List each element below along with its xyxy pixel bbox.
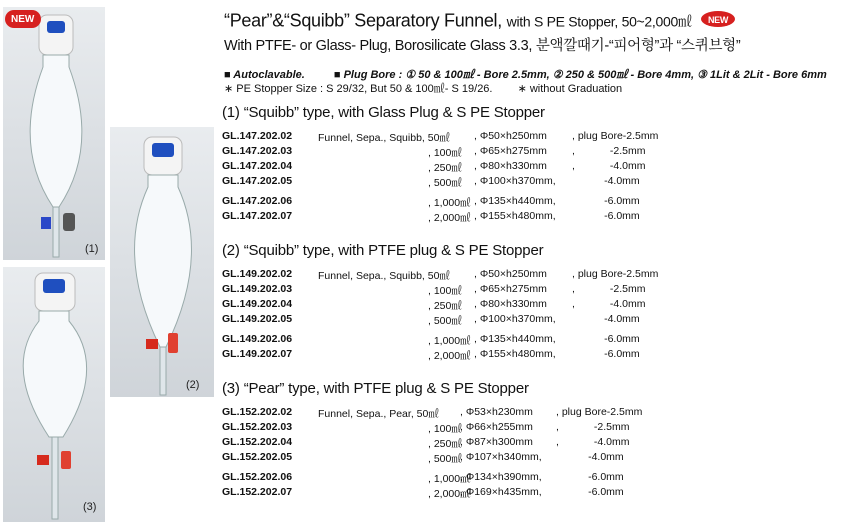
cell-code: GL.152.202.06 [222,471,293,483]
cell-code: GL.147.202.05 [222,175,293,187]
cell-desc: , 1,000㎖ [428,335,471,347]
cell-code: GL.149.202.04 [222,298,293,310]
cell-bore: -6.0mm [572,195,640,207]
table-row [222,268,860,282]
cell-code: GL.149.202.03 [222,283,293,295]
cell-bore: , -4.0mm [572,160,646,172]
cell-desc: , 500㎖ [428,177,462,189]
funnel-illustration-2 [110,127,214,397]
table-row [222,210,860,224]
cell-bore: -6.0mm [572,348,640,360]
cell-code: GL.147.202.07 [222,210,293,222]
cell-dim: , Φ100×h370mm, [474,313,556,325]
table-row [222,471,860,485]
page-subtitle: With PTFE- or Glass- Plug, Borosilicate Glass 3.3, 분액깔때기-“피어형”과 “스퀴브형” [224,38,741,54]
table-row [222,486,860,500]
cell-desc: , 250㎖ [428,438,462,450]
table-row [222,313,860,327]
cell-bore: -6.0mm [556,486,624,498]
cell-dim: , Φ155×h480mm, [474,210,556,222]
cell-desc: , 2,000㎖ [428,212,471,224]
cell-bore: -4.0mm [572,175,640,187]
cell-bore: -6.0mm [572,333,640,345]
section-heading-2: (2) “Squibb” type, with PTFE plug & S PE Stopper [222,242,544,259]
cell-bore: -4.0mm [556,451,624,463]
cell-dim: , Φ50×h250mm [474,130,547,142]
cell-dim: , Φ107×h340mm, [460,451,542,463]
cell-code: GL.149.202.05 [222,313,293,325]
table-row [222,406,860,420]
cell-dim: , Φ134×h390mm, [460,471,542,483]
cell-desc: , 2,000㎖ [428,350,471,362]
table-row [222,436,860,450]
photo-label-2: (2) [186,379,200,391]
cell-dim: , Φ135×h440mm, [474,195,556,207]
cell-dim: , Φ80×h330mm [474,160,547,172]
cell-bore: , -2.5mm [572,145,646,157]
cell-dim: , Φ65×h275mm [474,145,547,157]
cell-desc: , 250㎖ [428,300,462,312]
title-tail: with S PE Stopper, 50~2,000㎖ [506,13,692,30]
cell-desc: , 100㎖ [428,285,462,297]
table-row [222,195,860,209]
svg-text:NEW: NEW [708,15,729,25]
cell-code: GL.152.202.05 [222,451,293,463]
cell-desc: Funnel, Sepa., Squibb, 50㎖ [318,270,450,282]
cell-dim: , Φ87×h300mm [460,436,533,448]
cell-dim: , Φ155×h480mm, [474,348,556,360]
table-row [222,333,860,347]
cell-code: GL.152.202.04 [222,436,293,448]
table-row [222,298,860,312]
table-row [222,451,860,465]
photo-squibb-ptfe-plug [110,127,214,397]
cell-code: GL.149.202.06 [222,333,293,345]
cell-code: GL.149.202.02 [222,268,293,280]
note-autoclavable: ■ Autoclavable. [224,69,305,81]
photo-label-3: (3) [83,501,97,513]
funnel-illustration-3 [3,267,105,522]
cell-code: GL.147.202.02 [222,130,293,142]
cell-bore: , plug Bore-2.5mm [556,406,643,418]
cell-desc: Funnel, Sepa., Pear, 50㎖ [318,408,439,420]
cell-dim: , Φ65×h275mm [474,283,547,295]
cell-desc: , 250㎖ [428,162,462,174]
note-graduation: ∗ without Graduation [517,83,623,95]
cell-desc: , 1,000㎖ [428,473,471,485]
cell-dim: , Φ66×h255mm [460,421,533,433]
cell-desc: , 2,000㎖ [428,488,471,500]
new-badge-text: NEW [11,14,35,25]
cell-desc: , 500㎖ [428,315,462,327]
table-row [222,160,860,174]
note-plug-bore: ■ Plug Bore : ① 50 & 100㎖ - Bore 2.5mm, ② 250 & 500㎖ - Bore 4mm, ③ 1Lit & 2Lit - Bore 6mm [333,69,827,81]
photo-pear-ptfe-plug [3,267,105,522]
cell-dim: , Φ80×h330mm [474,298,547,310]
cell-code: GL.152.202.03 [222,421,293,433]
new-badge-icon [700,10,736,33]
notes-line-2 [224,80,622,96]
cell-desc: , 100㎖ [428,147,462,159]
cell-code: GL.152.202.02 [222,406,293,418]
cell-bore: , -2.5mm [572,283,646,295]
table-row [222,145,860,159]
cell-desc: , 500㎖ [428,453,462,465]
photo-label-1: (1) [85,243,99,255]
cell-code: GL.152.202.07 [222,486,293,498]
cell-dim: , Φ53×h230mm [460,406,533,418]
cell-bore: , -4.0mm [556,436,630,448]
title-main: “Pear”&“Squibb” Separatory Funnel, [224,10,502,31]
table-row [222,348,860,362]
product-photos [0,0,215,532]
photo-squibb-glass-plug [3,7,105,260]
cell-desc: Funnel, Sepa., Squibb, 50㎖ [318,132,450,144]
cell-code: GL.147.202.03 [222,145,293,157]
cell-bore: , plug Bore-2.5mm [572,130,659,142]
table-row [222,421,860,435]
cell-bore: -6.0mm [556,471,624,483]
note-stopper-size: ∗ PE Stopper Size : S 29/32, But 50 & 100㎖- S 19/26. [224,83,493,95]
cell-code: GL.147.202.04 [222,160,293,172]
cell-code: GL.147.202.06 [222,195,293,207]
page-title [224,10,736,33]
section-heading-3: (3) “Pear” type, with PTFE plug & S PE Stopper [222,380,529,397]
cell-bore: , plug Bore-2.5mm [572,268,659,280]
cell-bore: , -4.0mm [572,298,646,310]
cell-dim: , Φ100×h370mm, [474,175,556,187]
table-row [222,175,860,189]
funnel-illustration-1 [3,7,105,260]
cell-code: GL.149.202.07 [222,348,293,360]
table-row [222,283,860,297]
cell-desc: , 1,000㎖ [428,197,471,209]
table-row [222,130,860,144]
cell-dim: , Φ169×h435mm, [460,486,542,498]
cell-desc: , 100㎖ [428,423,462,435]
cell-bore: , -2.5mm [556,421,630,433]
cell-bore: -4.0mm [572,313,640,325]
cell-dim: , Φ50×h250mm [474,268,547,280]
cell-bore: -6.0mm [572,210,640,222]
cell-dim: , Φ135×h440mm, [474,333,556,345]
section-heading-1: (1) “Squibb” type, with Glass Plug & S PE Stopper [222,104,545,121]
